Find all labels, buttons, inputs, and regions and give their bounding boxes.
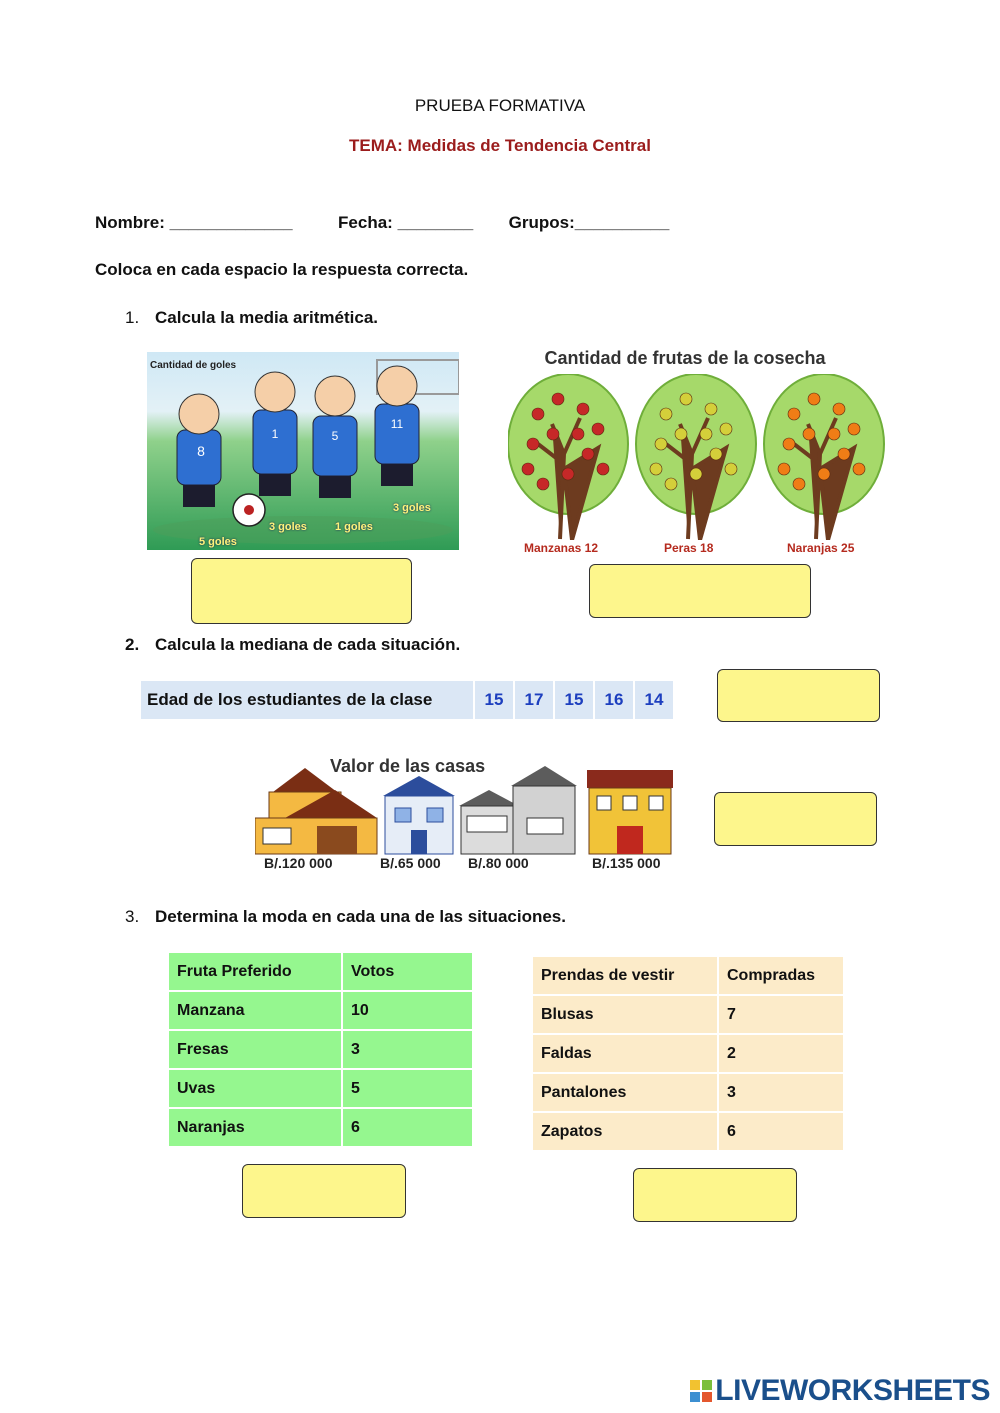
fruit-dot (582, 448, 594, 460)
fruit-dot (710, 448, 722, 460)
table-row (533, 1074, 843, 1111)
table-cell: 6 (719, 1113, 843, 1150)
house-value: B/.135 000 (592, 855, 661, 871)
fruit-dot (572, 428, 584, 440)
fruit-trees-illustration (508, 374, 888, 540)
table-row (169, 1109, 472, 1146)
brand-text: LIVEWORKSHEETS (715, 1374, 990, 1407)
question-2-number: 2. (125, 635, 140, 654)
liveworksheets-logo (690, 1374, 990, 1408)
fruit-dot (527, 438, 539, 450)
answer-box-fruit-mode[interactable] (242, 1164, 406, 1218)
jersey-number: 5 (331, 429, 339, 443)
fruit-dot (537, 478, 549, 490)
fruit-dot (783, 438, 795, 450)
table-cell: Manzana (169, 992, 341, 1029)
table-cell: 3 (343, 1031, 472, 1068)
ages-label: Edad de los estudiantes de la clase (141, 681, 473, 719)
table-cell: 7 (719, 996, 843, 1033)
table-cell: Fresas (169, 1031, 341, 1068)
answer-box-fruit-mean[interactable] (589, 564, 811, 618)
name-label: Nombre: (95, 213, 165, 232)
table-row (533, 996, 843, 1033)
page-title: PRUEBA FORMATIVA (414, 96, 586, 115)
goal-label: 5 goles (199, 536, 237, 548)
fruit-dot (675, 428, 687, 440)
fruit-dot (725, 463, 737, 475)
fruit-dot (577, 403, 589, 415)
answer-box-clothes-mode[interactable] (633, 1168, 797, 1222)
age-value: 15 (475, 681, 513, 719)
table-header: Compradas (719, 957, 843, 994)
group-label: Grupos: (508, 213, 575, 232)
fruit-dot (655, 438, 667, 450)
table-cell: Blusas (533, 996, 717, 1033)
age-value: 15 (555, 681, 593, 719)
fruit-label: Peras 18 (664, 541, 714, 555)
age-value: 14 (635, 681, 673, 719)
question-2-text: Calcula la mediana de cada situación. (155, 635, 461, 654)
ages-table (139, 681, 675, 719)
goal-label: 3 goles (393, 502, 431, 514)
goals-caption: Cantidad de goles (150, 360, 237, 371)
goal-label: 3 goles (269, 521, 307, 533)
house-value: B/.65 000 (380, 855, 441, 871)
table-cell: Uvas (169, 1070, 341, 1107)
jersey-number: 8 (197, 443, 205, 459)
fruit-dot (808, 393, 820, 405)
fruit-dot (833, 403, 845, 415)
goal-label: 1 goles (335, 521, 373, 533)
fruit-dot (597, 463, 609, 475)
group-blank: __________ (574, 213, 670, 232)
student-fields (95, 213, 669, 233)
houses-illustration (255, 762, 680, 858)
table-cell: 2 (719, 1035, 843, 1072)
answer-box-houses-median[interactable] (714, 792, 877, 846)
age-value: 17 (515, 681, 553, 719)
fruit-dot (522, 463, 534, 475)
fruit-preference-table (167, 951, 474, 1148)
fruit-dot (680, 393, 692, 405)
question-2 (125, 635, 460, 655)
houses-title: Valor de las casas (330, 756, 486, 776)
table-cell: 5 (343, 1070, 472, 1107)
name-blank: _____________ (169, 213, 293, 232)
question-1-number: 1. (125, 308, 140, 327)
fruit-dot (788, 408, 800, 420)
table-header-row (533, 957, 843, 994)
fruit-dot (793, 478, 805, 490)
question-1 (125, 308, 378, 328)
page-subtitle: TEMA: Medidas de Tendencia Central (349, 136, 651, 155)
fruit-dot (705, 403, 717, 415)
jersey-number: 11 (390, 417, 404, 431)
liveworksheets-icon (690, 1380, 712, 1402)
table-row (169, 1031, 472, 1068)
table-row (533, 1113, 843, 1150)
fruit-label: Naranjas 25 (787, 541, 855, 555)
table-cell: 6 (343, 1109, 472, 1146)
date-label: Fecha: (338, 213, 393, 232)
jersey-number: 1 (271, 427, 279, 441)
table-cell: 3 (719, 1074, 843, 1111)
fruit-dot (547, 428, 559, 440)
house-value: B/.80 000 (468, 855, 529, 871)
fruit-image-title: Cantidad de frutas de la cosecha (544, 348, 826, 368)
table-header: Prendas de vestir (533, 957, 717, 994)
question-3-text: Determina la moda en cada una de las situaciones. (155, 907, 566, 926)
fruit-dot (848, 423, 860, 435)
fruit-dot (660, 408, 672, 420)
fruit-dot (700, 428, 712, 440)
question-3 (125, 907, 566, 927)
fruit-dot (690, 468, 702, 480)
table-cell: Naranjas (169, 1109, 341, 1146)
instruction: Coloca en cada espacio la respuesta correcta. (95, 260, 469, 279)
table-cell: Zapatos (533, 1113, 717, 1150)
table-row (169, 992, 472, 1029)
clothes-purchase-table (531, 955, 845, 1152)
fruit-dot (853, 463, 865, 475)
question-1-text: Calcula la media aritmética. (155, 308, 378, 327)
fruit-dot (552, 393, 564, 405)
date-blank: ________ (397, 213, 474, 232)
table-cell: Faldas (533, 1035, 717, 1072)
question-3-number: 3. (125, 907, 140, 926)
table-header-row (169, 953, 472, 990)
fruit-dot (665, 478, 677, 490)
fruit-dot (803, 428, 815, 440)
fruit-label: Manzanas 12 (524, 541, 599, 555)
answer-box-goals-mean[interactable] (191, 558, 412, 624)
fruit-dot (720, 423, 732, 435)
answer-box-ages-median[interactable] (717, 669, 880, 722)
goals-image (147, 352, 459, 550)
table-header: Fruta Preferido (169, 953, 341, 990)
table-row (533, 1035, 843, 1072)
table-cell: 10 (343, 992, 472, 1029)
fruit-dot (838, 448, 850, 460)
fruit-dot (592, 423, 604, 435)
fruit-dot (562, 468, 574, 480)
fruit-dot (818, 468, 830, 480)
fruit-dot (532, 408, 544, 420)
fruit-dot (828, 428, 840, 440)
table-row (169, 1070, 472, 1107)
fruit-dot (778, 463, 790, 475)
age-value: 16 (595, 681, 633, 719)
table-header: Votos (343, 953, 472, 990)
house-value: B/.120 000 (264, 855, 333, 871)
table-cell: Pantalones (533, 1074, 717, 1111)
fruit-dot (650, 463, 662, 475)
